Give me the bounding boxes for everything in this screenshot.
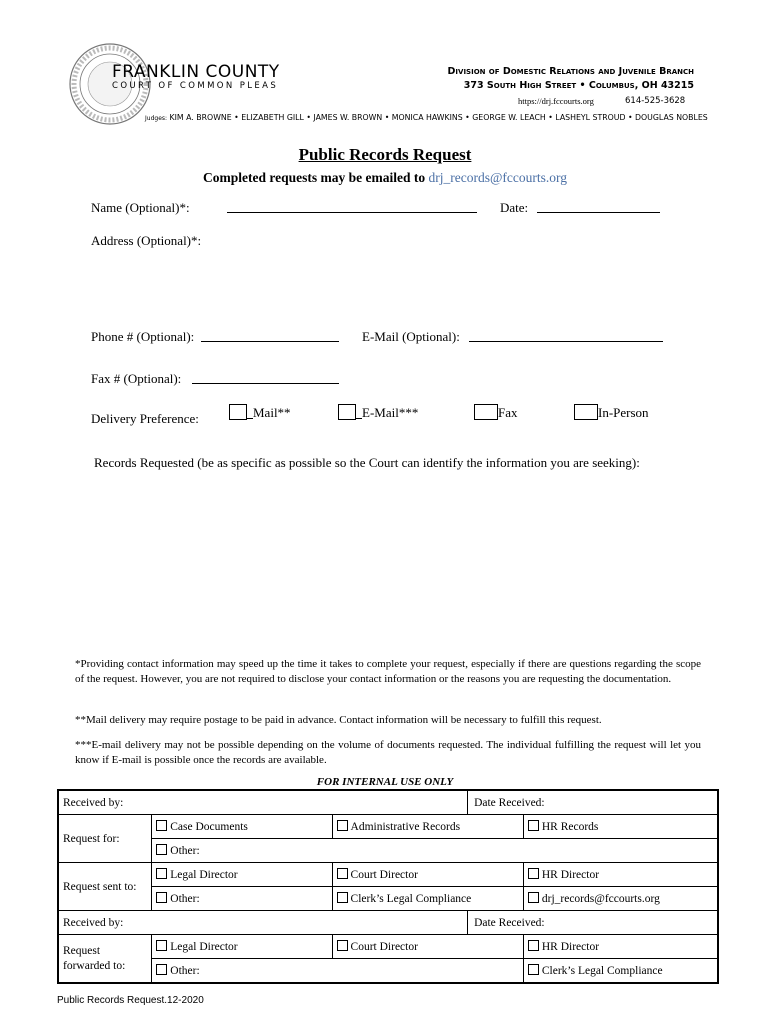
table-row xyxy=(58,887,718,911)
request-for-label: Request for: xyxy=(63,832,120,845)
sent-hr-director-cell[interactable] xyxy=(523,863,718,887)
judges-list xyxy=(145,113,708,122)
date-label: Date: xyxy=(500,200,529,215)
court-name: FRANKLIN COUNTY xyxy=(112,62,280,82)
table-row xyxy=(58,839,718,863)
records-requested-field[interactable] xyxy=(91,478,701,648)
hr-records-label: HR Records xyxy=(541,821,599,833)
sent-drj-email-checkbox[interactable] xyxy=(528,892,539,903)
table-row xyxy=(58,935,718,959)
sent-other-checkbox[interactable] xyxy=(156,892,167,903)
date-field[interactable] xyxy=(537,201,660,213)
sent-drj-email-cell[interactable] xyxy=(523,887,718,911)
date-received-cell[interactable] xyxy=(468,790,718,815)
forwarded-clerks-legal-compliance-label: Clerk’s Legal Compliance xyxy=(541,965,663,977)
records-requested-label: Records Requested (be as specific as possible so the Court can identify the information you are seeking): xyxy=(94,455,640,470)
name-field[interactable] xyxy=(227,201,477,213)
judges-prefix: Judges: xyxy=(145,115,168,122)
internal-use-heading: FOR INTERNAL USE ONLY xyxy=(316,776,454,788)
sent-court-director-label: Court Director xyxy=(350,869,418,881)
delivery-fax-option[interactable] xyxy=(474,404,518,421)
sent-drj-email-label: drj_records@fccourts.org xyxy=(541,893,660,905)
table-row xyxy=(58,790,718,815)
sent-legal-director-checkbox[interactable] xyxy=(156,868,167,879)
division-name: Division of Domestic Relations and Juvenile Branch xyxy=(447,66,694,77)
request-forwarded-to-label-cell xyxy=(58,935,152,984)
sent-court-director-cell[interactable] xyxy=(332,863,523,887)
sent-other-label: Other: xyxy=(170,893,200,905)
delivery-in-person-option[interactable] xyxy=(574,404,649,421)
case-documents-checkbox[interactable] xyxy=(156,820,167,831)
received-by-2-label: Received by: xyxy=(63,916,124,929)
table-row xyxy=(58,815,718,839)
sent-clerks-legal-compliance-checkbox[interactable] xyxy=(337,892,348,903)
request-for-other-label: Other: xyxy=(170,845,200,857)
forwarded-other-label: Other: xyxy=(170,965,200,977)
received-by-cell[interactable] xyxy=(58,790,468,815)
administrative-records-label: Administrative Records xyxy=(350,821,461,833)
forwarded-court-director-checkbox[interactable] xyxy=(337,940,348,951)
request-for-other-cell[interactable] xyxy=(152,839,718,863)
footer-form-id: Public Records Request.12-2020 xyxy=(57,995,204,1006)
note-contact-info: *Providing contact information may speed up the time it takes to complete your request, especially if there are questions regarding the scope of the request. However, you are not required to disclose your contact information or the reasons you are requesting the documentation. xyxy=(75,658,701,685)
sent-legal-director-label: Legal Director xyxy=(170,869,238,881)
email-label: E-Mail (Optional): xyxy=(362,329,460,344)
court-address: 373 South High Street • Columbus, OH 43215 xyxy=(463,80,694,91)
administrative-records-cell[interactable] xyxy=(332,815,523,839)
delivery-mail-option[interactable] xyxy=(229,404,291,421)
forwarded-hr-director-cell[interactable] xyxy=(523,935,718,959)
subtitle xyxy=(0,170,770,186)
date-received-label: Date Received: xyxy=(474,796,545,809)
sent-clerks-legal-compliance-label: Clerk’s Legal Compliance xyxy=(350,893,472,905)
case-documents-cell[interactable] xyxy=(152,815,332,839)
email-checkbox[interactable] xyxy=(338,404,356,420)
received-by-label: Received by: xyxy=(63,796,124,809)
delivery-label: Delivery Preference: xyxy=(91,411,199,426)
court-website[interactable]: https://drj.fccourts.org xyxy=(518,96,594,106)
phone-label: Phone # (Optional): xyxy=(91,329,195,344)
case-documents-label: Case Documents xyxy=(170,821,248,833)
fax-label: Fax # (Optional): xyxy=(91,371,182,386)
phone-field[interactable] xyxy=(201,330,339,342)
sent-clerks-legal-compliance-cell[interactable] xyxy=(332,887,523,911)
received-by-2-cell[interactable] xyxy=(58,911,468,935)
note-email-delivery: ***E-mail delivery may not be possible depending on the volume of documents requested. The individual fulfilling the request will let you know if E-mail is possible once the records are available. xyxy=(75,739,701,766)
page-title: Public Records Request xyxy=(298,145,472,164)
internal-use-table xyxy=(57,789,719,984)
table-row xyxy=(58,959,718,984)
sent-hr-director-label: HR Director xyxy=(541,869,600,881)
hr-records-cell[interactable] xyxy=(523,815,718,839)
administrative-records-checkbox[interactable] xyxy=(337,820,348,831)
forwarded-legal-director-checkbox[interactable] xyxy=(156,940,167,951)
sent-legal-director-cell[interactable] xyxy=(152,863,332,887)
mail-option-label: Mail** xyxy=(253,405,291,420)
table-row xyxy=(58,911,718,935)
note-mail-delivery: **Mail delivery may require postage to be paid in advance. Contact information will be necessary to fulfill this request. xyxy=(75,714,602,726)
forwarded-hr-director-checkbox[interactable] xyxy=(528,940,539,951)
address-label: Address (Optional)*: xyxy=(91,233,202,248)
hr-records-checkbox[interactable] xyxy=(528,820,539,831)
name-label: Name (Optional)*: xyxy=(91,200,190,215)
court-subtitle: COURT OF COMMON PLEAS xyxy=(112,81,279,91)
date-received-2-cell[interactable] xyxy=(468,911,718,935)
forwarded-clerks-legal-compliance-cell[interactable] xyxy=(523,959,718,984)
sent-court-director-checkbox[interactable] xyxy=(337,868,348,879)
request-for-other-checkbox[interactable] xyxy=(156,844,167,855)
fax-option-label: Fax xyxy=(498,405,518,420)
records-email-link[interactable]: drj_records@fccourts.org xyxy=(428,170,567,185)
sent-hr-director-checkbox[interactable] xyxy=(528,868,539,879)
request-forwarded-to-label-2: forwarded to: xyxy=(63,959,126,972)
table-row xyxy=(58,863,718,887)
request-for-label-cell xyxy=(58,815,152,863)
delivery-email-option[interactable] xyxy=(338,404,418,421)
request-forwarded-to-label-1: Request xyxy=(63,944,101,957)
court-phone: 614-525-3628 xyxy=(625,96,686,106)
judges-names: KIM A. BROWNE • ELIZABETH GILL • JAMES W. BROWN • MONICA HAWKINS • GEORGE W. LEACH • LASHEYL STROUD • DOUGLAS NOBLES xyxy=(169,113,708,122)
fax-field[interactable] xyxy=(192,372,339,384)
in-person-checkbox[interactable] xyxy=(574,404,598,420)
fax-checkbox[interactable] xyxy=(474,404,498,420)
date-received-2-label: Date Received: xyxy=(474,916,545,929)
forwarded-hr-director-label: HR Director xyxy=(541,941,600,953)
forwarded-other-checkbox[interactable] xyxy=(156,964,167,975)
forwarded-court-director-label: Court Director xyxy=(350,941,418,953)
in-person-option-label: In-Person xyxy=(598,405,649,420)
request-sent-to-label: Request sent to: xyxy=(63,880,137,893)
forwarded-clerks-legal-compliance-checkbox[interactable] xyxy=(528,964,539,975)
forwarded-court-director-cell[interactable] xyxy=(332,935,523,959)
forwarded-other-cell[interactable] xyxy=(152,959,524,984)
request-sent-to-label-cell xyxy=(58,863,152,911)
email-field[interactable] xyxy=(469,330,663,342)
sent-other-cell[interactable] xyxy=(152,887,332,911)
forwarded-legal-director-cell[interactable] xyxy=(152,935,332,959)
email-option-label: E-Mail*** xyxy=(362,405,419,420)
address-field[interactable] xyxy=(91,255,691,315)
mail-checkbox[interactable] xyxy=(229,404,247,420)
forwarded-legal-director-label: Legal Director xyxy=(170,941,238,953)
subtitle-text: Completed requests may be emailed to xyxy=(203,170,429,185)
